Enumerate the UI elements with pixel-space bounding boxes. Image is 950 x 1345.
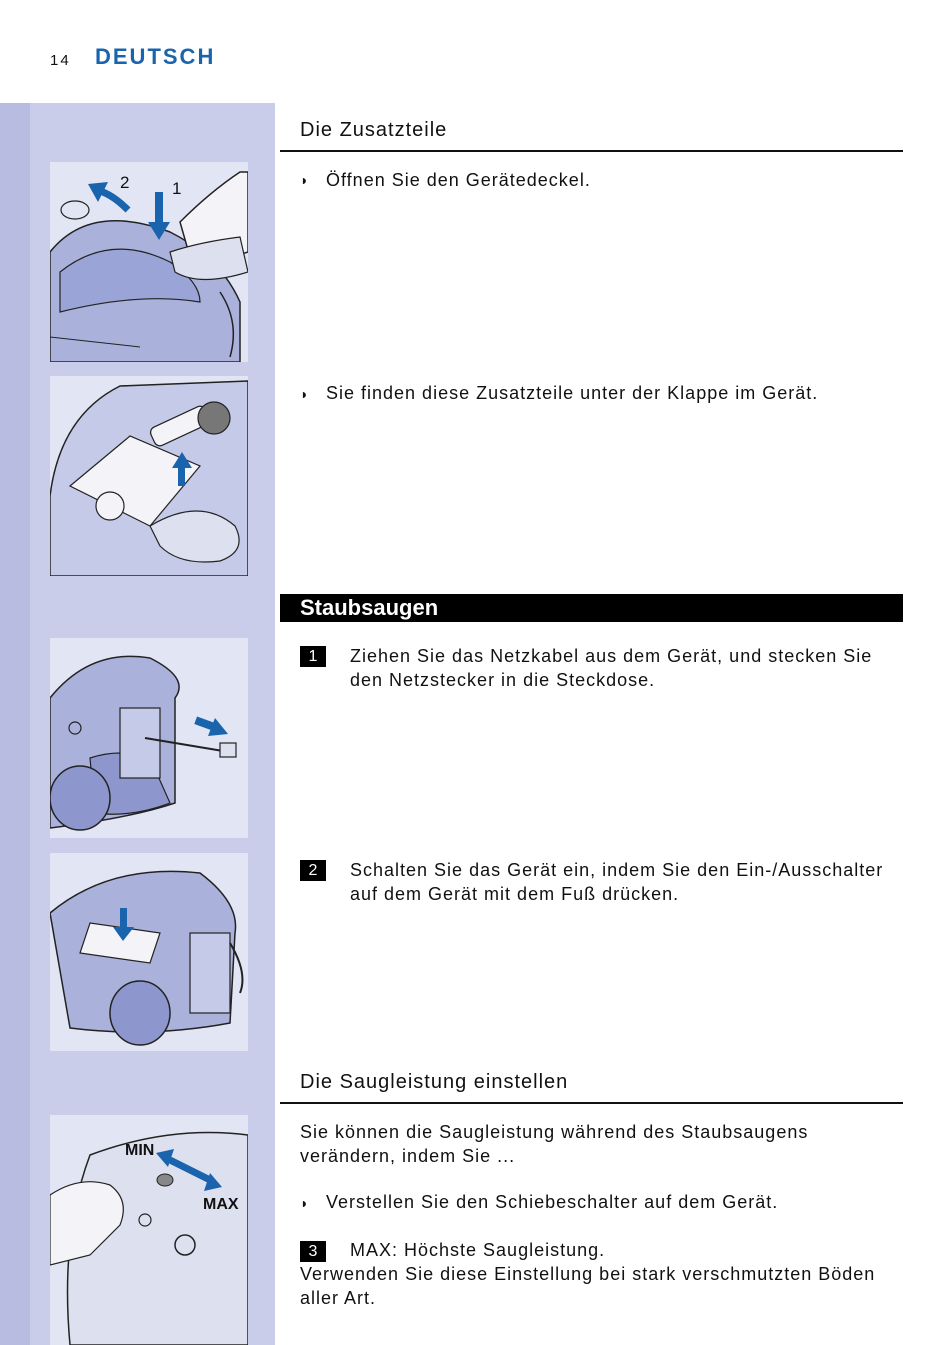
max-label: MAX xyxy=(203,1196,239,1213)
illustration-open-cover xyxy=(50,162,248,362)
section-rule xyxy=(280,150,903,152)
illustration-accessories xyxy=(50,376,248,576)
step-number-3: 3 xyxy=(300,1241,326,1262)
illustration-label-1: 1 xyxy=(172,179,182,198)
section-heading-accessories: Die Zusatzteile xyxy=(300,119,448,141)
step-number-1: 1 xyxy=(300,646,326,667)
bullet-accessories-location: Sie finden diese Zusatzteile unter der Klappe im Gerät. xyxy=(326,383,819,403)
suction-intro: Sie können die Saugleistung während des Staubsaugens verändern, indem Sie ... xyxy=(300,1122,809,1166)
bullet-marker: ◗ xyxy=(300,172,309,188)
section-rule xyxy=(280,1102,903,1104)
bullet-slider: Verstellen Sie den Schiebeschalter auf dem Gerät. xyxy=(326,1192,779,1212)
step-title-3: MAX: Höchste Saugleistung. xyxy=(350,1240,606,1260)
bullet-marker: ◗ xyxy=(300,386,309,402)
step-text-3: Verwenden Sie diese Einstellung bei stark verschmutzten Böden aller Art. xyxy=(300,1264,876,1308)
illustration-switch-on xyxy=(50,853,248,1051)
min-label: MIN xyxy=(125,1142,155,1159)
sidebar-strip xyxy=(0,103,30,1345)
illustration-label-2: 2 xyxy=(120,173,130,192)
page-number: 14 xyxy=(50,52,71,69)
illustration-suction-slider xyxy=(50,1115,248,1345)
section-heading-vacuuming: Staubsaugen xyxy=(300,595,439,620)
bullet-open-cover: Öffnen Sie den Gerätedeckel. xyxy=(326,170,591,190)
bullet-marker: ◗ xyxy=(300,1195,309,1211)
step-number-2: 2 xyxy=(300,860,326,881)
step-text-2: Schalten Sie das Gerät ein, indem Sie den Ein-/Ausschalter auf dem Gerät mit dem Fuß drücken. xyxy=(350,860,884,904)
step-text-1: Ziehen Sie das Netzkabel aus dem Gerät, und stecken Sie den Netzstecker in die Steckdose. xyxy=(350,646,873,690)
language-title: DEUTSCH xyxy=(95,44,216,69)
illustration-plug-in xyxy=(50,638,248,838)
section-heading-suction: Die Saugleistung einstellen xyxy=(300,1071,569,1093)
